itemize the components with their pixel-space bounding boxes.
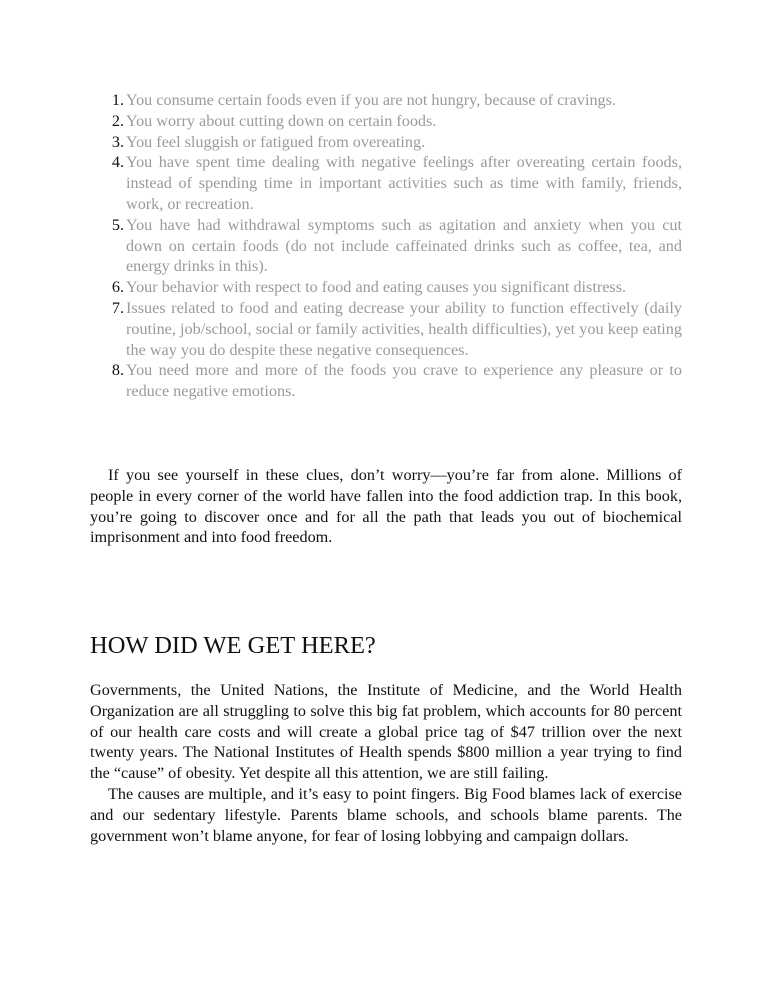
list-item-number: 4. — [111, 153, 124, 172]
list-item-text: You need more and more of the foods you crave to experience any pleasure or to reduce negative emotions. — [126, 361, 682, 401]
section-heading: HOW DID WE GET HERE? — [90, 632, 376, 659]
list-item-text: You have had withdrawal symptoms such as agitation and anxiety when you cut down on certain foods (do not include caffeinated drinks such as coffee, tea, and energy drinks in this). — [126, 215, 682, 276]
list-item — [90, 298, 682, 360]
list-item-text: Issues related to food and eating decrease your ability to function effectively (daily routine, job/school, social or family activities, health difficulties), yet you keep eating the way you do despite these negative consequences. — [126, 298, 682, 359]
intro-paragraph: If you see yourself in these clues, don’t worry—you’re far from alone. Millions of people in every corner of the world have fallen into the food addiction trap. In this book, you’re going to discover once and for all the path that leads you out of biochemical imprisonment and into food freedom. — [90, 466, 682, 547]
list-item — [90, 111, 682, 132]
section-paragraph: The causes are multiple, and it’s easy to point fingers. Big Food blames lack of exercise and our sedentary lifestyle. Parents blame schools, and schools blame parents. The government won’t blame anyone, for fear of losing lobbying and campaign dollars. — [90, 784, 682, 845]
list-item-number: 7. — [111, 298, 124, 317]
list-item-number: 3. — [111, 132, 124, 151]
list-item — [90, 90, 682, 111]
list-item — [90, 215, 682, 277]
list-item-number: 2. — [111, 111, 124, 130]
list-item — [90, 152, 682, 214]
list-item-text: You have spent time dealing with negative feelings after overeating certain foods, instead of spending time in important activities such as time with family, friends, work, or recreation. — [126, 153, 682, 213]
list-item-text: You consume certain foods even if you are not hungry, because of cravings. — [126, 91, 616, 109]
food-addiction-clue-list — [90, 90, 682, 402]
section-paragraph: Governments, the United Nations, the Institute of Medicine, and the World Health Organization are all struggling to solve this big fat problem, which accounts for 80 percent of our health care costs and will create a global price tag of $47 trillion over the next twenty years. The National Institutes of Health spends $800 million a year trying to find the “cause” of obesity. Yet despite all this attention, we are still failing. — [90, 681, 682, 783]
list-item — [90, 360, 682, 402]
list-item — [90, 132, 682, 153]
list-item-text: You feel sluggish or fatigued from overeating. — [126, 132, 426, 151]
list-item — [90, 277, 682, 298]
list-item-number: 8. — [111, 361, 124, 380]
list-item-text: Your behavior with respect to food and eating causes you significant distress. — [126, 278, 627, 297]
section-body — [90, 680, 682, 846]
list-item-number: 6. — [111, 278, 124, 297]
list-item-number: 5. — [111, 215, 124, 234]
list-item-number: 1. — [111, 91, 124, 109]
list-item-text: You worry about cutting down on certain foods. — [126, 111, 437, 130]
